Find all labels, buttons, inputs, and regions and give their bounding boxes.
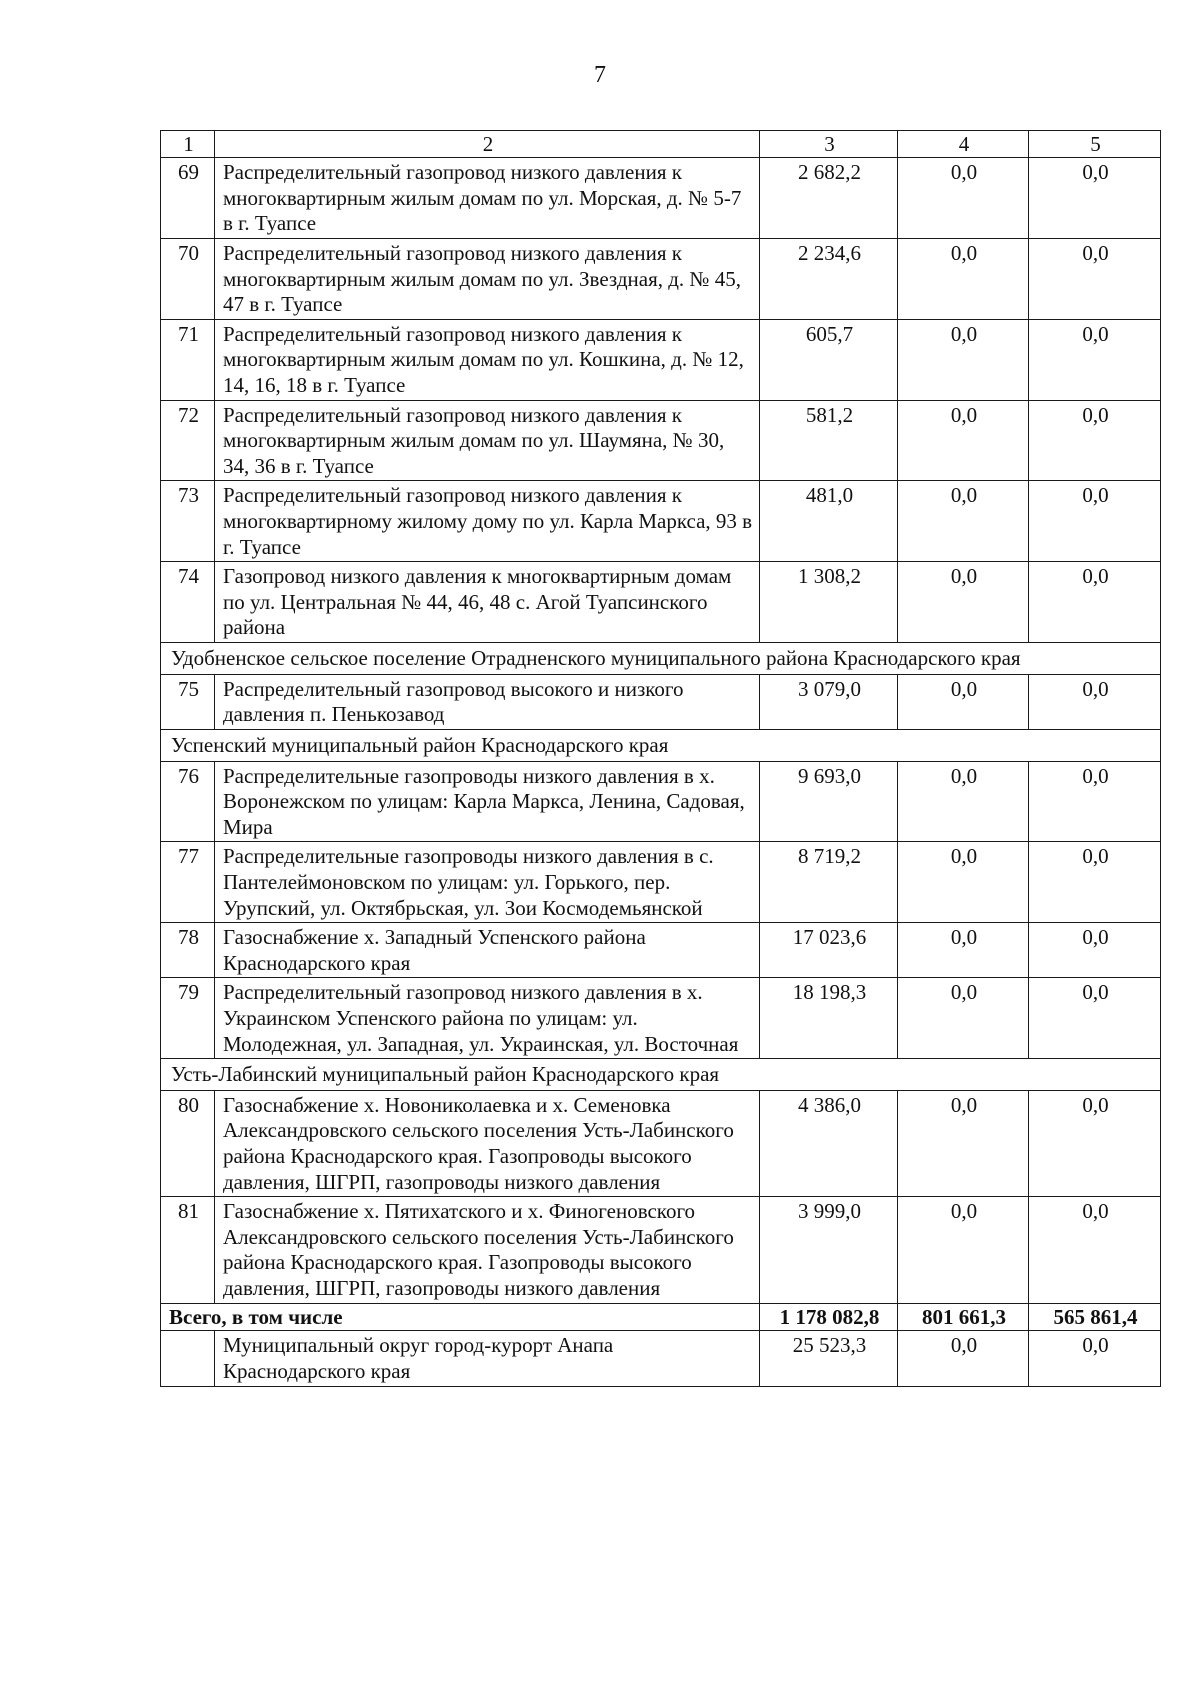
table-row — [161, 1090, 1161, 1196]
row-value-col5: 0,0 — [1029, 562, 1161, 643]
row-value-col4: 0,0 — [898, 562, 1029, 643]
row-value-col3: 25 523,3 — [760, 1331, 898, 1386]
row-description: Газопровод низкого давления к многоквартирным домам по ул. Центральная № 44, 46, 48 с. Агой Туапсинского района — [215, 562, 760, 643]
table-row — [161, 923, 1161, 978]
document-table — [160, 130, 1161, 1387]
section-heading: Усть-Лабинский муниципальный район Краснодарского края — [161, 1059, 1161, 1091]
section-heading-row — [161, 643, 1161, 675]
row-value-col3: 8 719,2 — [760, 842, 898, 923]
row-number: 72 — [161, 400, 215, 481]
row-value-col4: 0,0 — [898, 842, 1029, 923]
table-row — [161, 1197, 1161, 1303]
row-value-col5: 0,0 — [1029, 761, 1161, 842]
page-number: 7 — [594, 62, 606, 88]
row-number: 75 — [161, 674, 215, 729]
row-value-col5: 0,0 — [1029, 978, 1161, 1059]
table-row — [161, 1331, 1161, 1386]
row-number: 77 — [161, 842, 215, 923]
row-description: Распределительный газопровод низкого давления к многоквартирным жилым домам по ул. Морская, д. № 5-7 в г. Туапсе — [215, 158, 760, 239]
table-row — [161, 481, 1161, 562]
table-row — [161, 400, 1161, 481]
table-row — [161, 238, 1161, 319]
table-row — [161, 761, 1161, 842]
total-value-col3: 1 178 082,8 — [760, 1303, 898, 1331]
section-heading-row — [161, 729, 1161, 761]
row-value-col5: 0,0 — [1029, 923, 1161, 978]
row-number: 81 — [161, 1197, 215, 1303]
row-value-col4: 0,0 — [898, 674, 1029, 729]
row-value-col4: 0,0 — [898, 158, 1029, 239]
row-value-col4: 0,0 — [898, 238, 1029, 319]
row-value-col4: 0,0 — [898, 1090, 1029, 1196]
table-header-row — [161, 131, 1161, 158]
row-value-col4: 0,0 — [898, 761, 1029, 842]
row-value-col3: 2 682,2 — [760, 158, 898, 239]
row-description: Газоснабжение х. Новониколаевка и х. Семеновка Александровского сельского поселения Усть-Лабинского района Краснодарского края. Газопроводы высокого давления, ШГРП, газопроводы низкого давления — [215, 1090, 760, 1196]
row-value-col3: 581,2 — [760, 400, 898, 481]
row-number: 73 — [161, 481, 215, 562]
row-description: Распределительный газопровод высокого и низкого давления п. Пенькозавод — [215, 674, 760, 729]
total-value-col4: 801 661,3 — [898, 1303, 1029, 1331]
table-row — [161, 674, 1161, 729]
row-description: Распределительный газопровод низкого давления в х. Украинском Успенского района по улицам: ул. Молодежная, ул. Западная, ул. Украинская, ул. Восточная — [215, 978, 760, 1059]
table-row — [161, 319, 1161, 400]
row-description: Распределительный газопровод низкого давления к многоквартирному жилому дому по ул. Карла Маркса, 93 в г. Туапсе — [215, 481, 760, 562]
section-heading-row — [161, 1059, 1161, 1091]
row-value-col4: 0,0 — [898, 1197, 1029, 1303]
row-number: 71 — [161, 319, 215, 400]
total-row — [161, 1303, 1161, 1331]
row-value-col5: 0,0 — [1029, 1197, 1161, 1303]
section-heading: Удобненское сельское поселение Отрадненского муниципального района Краснодарского края — [161, 643, 1161, 675]
row-value-col4: 0,0 — [898, 319, 1029, 400]
row-value-col5: 0,0 — [1029, 1331, 1161, 1386]
row-description: Газоснабжение х. Западный Успенского района Краснодарского края — [215, 923, 760, 978]
row-value-col3: 9 693,0 — [760, 761, 898, 842]
row-value-col5: 0,0 — [1029, 238, 1161, 319]
table-row — [161, 562, 1161, 643]
row-value-col3: 1 308,2 — [760, 562, 898, 643]
row-number: 69 — [161, 158, 215, 239]
row-value-col3: 17 023,6 — [760, 923, 898, 978]
row-number: 70 — [161, 238, 215, 319]
row-value-col4: 0,0 — [898, 978, 1029, 1059]
row-value-col5: 0,0 — [1029, 674, 1161, 729]
table-row — [161, 978, 1161, 1059]
row-number: 79 — [161, 978, 215, 1059]
row-value-col5: 0,0 — [1029, 400, 1161, 481]
row-number: 74 — [161, 562, 215, 643]
row-value-col5: 0,0 — [1029, 319, 1161, 400]
row-description: Распределительные газопроводы низкого давления в х. Воронежском по улицам: Карла Маркса, Ленина, Садовая, Мира — [215, 761, 760, 842]
row-value-col3: 4 386,0 — [760, 1090, 898, 1196]
row-value-col3: 3 079,0 — [760, 674, 898, 729]
column-header-3: 3 — [760, 131, 898, 158]
row-value-col5: 0,0 — [1029, 1090, 1161, 1196]
row-number: 78 — [161, 923, 215, 978]
row-description: Распределительные газопроводы низкого давления в с. Пантелеймоновском по улицам: ул. Горького, пер. Урупский, ул. Октябрьская, ул. Зои Космодемьянской — [215, 842, 760, 923]
row-value-col4: 0,0 — [898, 1331, 1029, 1386]
total-value-col5: 565 861,4 — [1029, 1303, 1161, 1331]
row-value-col3: 18 198,3 — [760, 978, 898, 1059]
row-value-col5: 0,0 — [1029, 842, 1161, 923]
row-value-col4: 0,0 — [898, 923, 1029, 978]
row-description: Распределительный газопровод низкого давления к многоквартирным жилым домам по ул. Шаумяна, № 30, 34, 36 в г. Туапсе — [215, 400, 760, 481]
table-row — [161, 158, 1161, 239]
row-value-col3: 605,7 — [760, 319, 898, 400]
row-value-col4: 0,0 — [898, 400, 1029, 481]
row-value-col3: 2 234,6 — [760, 238, 898, 319]
row-description: Газоснабжение х. Пятихатского и х. Финогеновского Александровского сельского поселения Усть-Лабинского района Краснодарского края. Газопроводы высокого давления, ШГРП, газопроводы низкого давления — [215, 1197, 760, 1303]
column-header-1: 1 — [161, 131, 215, 158]
row-value-col5: 0,0 — [1029, 158, 1161, 239]
row-description: Распределительный газопровод низкого давления к многоквартирным жилым домам по ул. Звездная, д. № 45, 47 в г. Туапсе — [215, 238, 760, 319]
row-description: Распределительный газопровод низкого давления к многоквартирным жилым домам по ул. Кошкина, д. № 12, 14, 16, 18 в г. Туапсе — [215, 319, 760, 400]
total-label: Всего, в том числе — [161, 1303, 760, 1331]
section-heading: Успенский муниципальный район Краснодарского края — [161, 729, 1161, 761]
row-number: 76 — [161, 761, 215, 842]
column-header-4: 4 — [898, 131, 1029, 158]
row-value-col4: 0,0 — [898, 481, 1029, 562]
column-header-5: 5 — [1029, 131, 1161, 158]
row-number: 80 — [161, 1090, 215, 1196]
row-value-col3: 3 999,0 — [760, 1197, 898, 1303]
row-description: Муниципальный округ город-курорт Анапа Краснодарского края — [215, 1331, 760, 1386]
row-number — [161, 1331, 215, 1386]
row-value-col5: 0,0 — [1029, 481, 1161, 562]
column-header-2: 2 — [215, 131, 760, 158]
table-row — [161, 842, 1161, 923]
row-value-col3: 481,0 — [760, 481, 898, 562]
